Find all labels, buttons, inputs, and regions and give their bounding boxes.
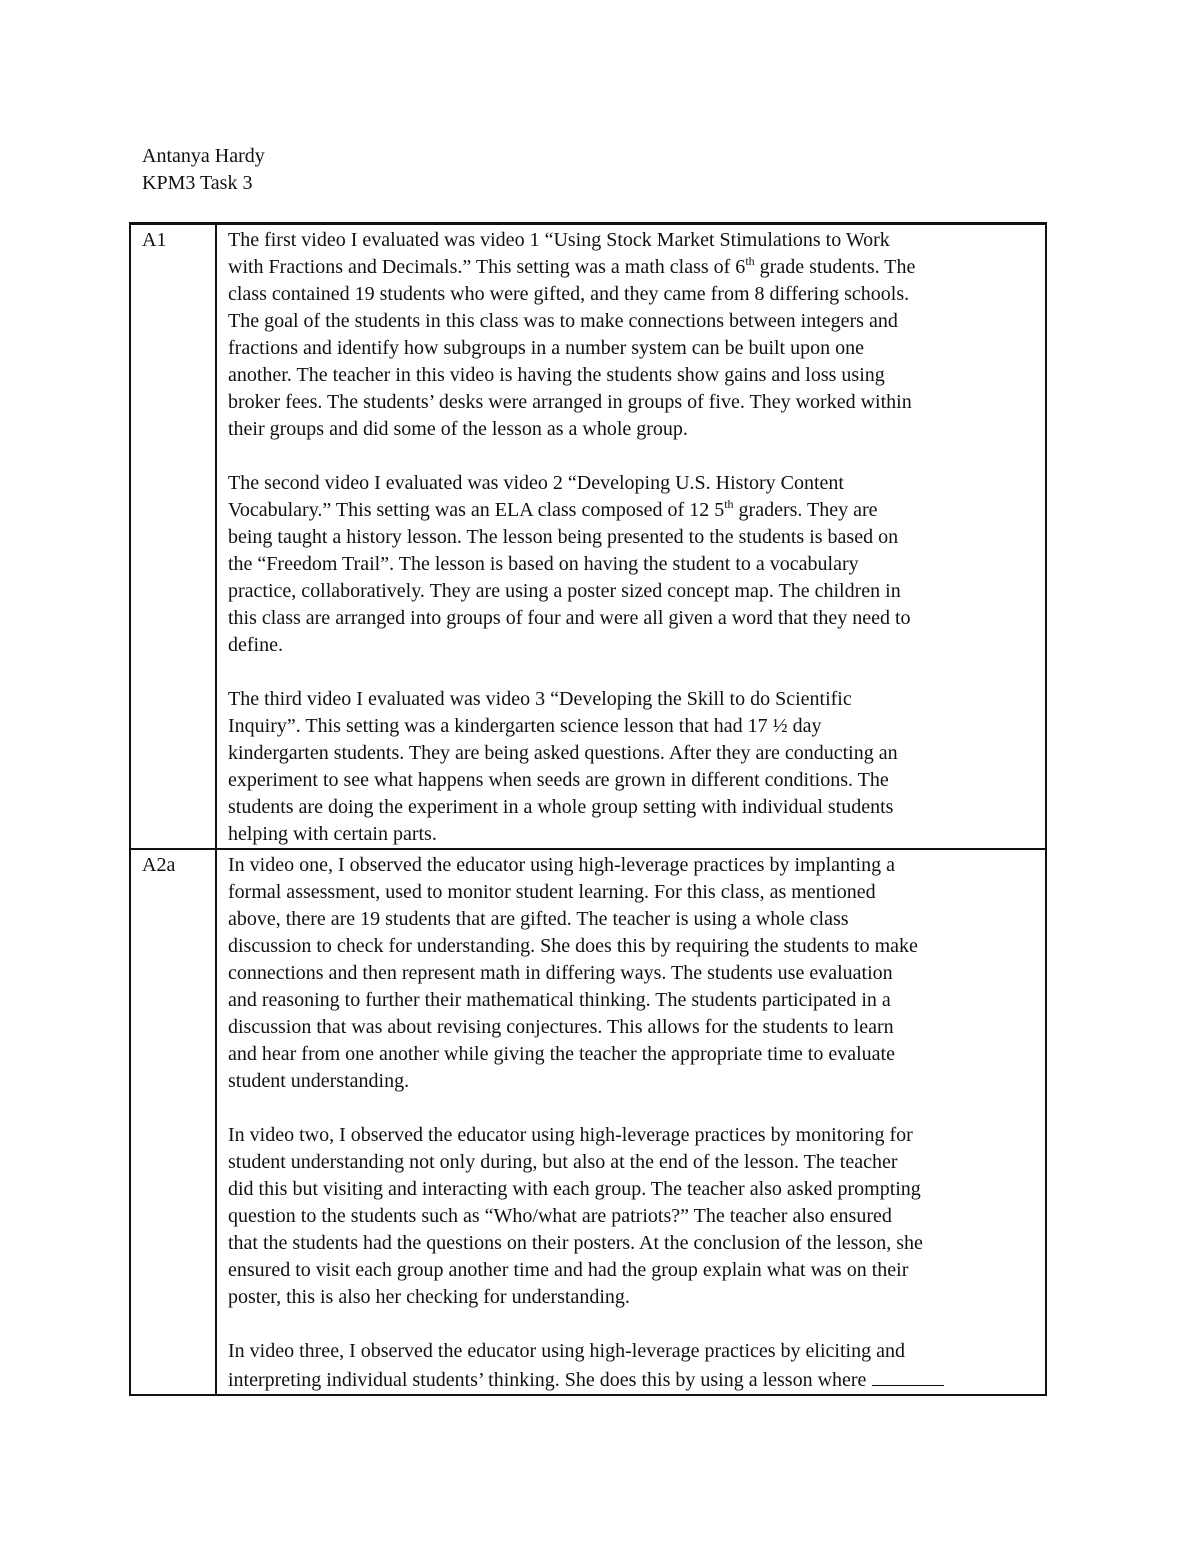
text-line: students are doing the experiment in a whole group setting with individual students [228,796,894,818]
response-table [129,222,1047,1396]
paragraph-video-one [228,852,1037,1095]
text-line: and hear from one another while giving the teacher the appropriate time to evaluate [228,1043,895,1065]
text-line: the “Freedom Trail”. The lesson is based on having the student to a vocabulary [228,553,859,575]
text-line: connections and then represent math in differing ways. The students use evaluation [228,962,893,984]
section-label-a2a: A2a [130,849,216,1395]
text-line: did this but visiting and interacting with each group. The teacher also asked prompting [228,1178,921,1200]
text-line: fractions and identify how subgroups in a number system can be built upon one [228,337,864,359]
text-line: broker fees. The students’ desks were arranged in groups of five. They worked within [228,391,912,413]
superscript: th [745,254,755,268]
text-line: The goal of the students in this class was to make connections between integers and [228,310,898,332]
text-line: experiment to see what happens when seeds are grown in different conditions. The [228,769,889,791]
text-line: The second video I evaluated was video 2 “Developing U.S. History Content [228,472,844,494]
text-line: Inquiry”. This setting was a kindergarten science lesson that had 17 ½ day [228,715,822,737]
paragraph-video-2 [228,470,1037,659]
text-line: and reasoning to further their mathematical thinking. The students participated in a [228,989,891,1011]
text-line: class contained 19 students who were gifted, and they came from 8 differing schools. [228,283,910,305]
table-row-a2a [130,849,1046,1395]
text-line: poster, this is also her checking for understanding. [228,1286,630,1308]
text-line: define. [228,634,283,656]
text-line: another. The teacher in this video is having the students show gains and loss using [228,364,885,386]
text-line: Vocabulary.” This setting was an ELA class composed of 12 5th graders. They are [228,497,878,521]
text-line: The third video I evaluated was video 3 “Developing the Skill to do Scientific [228,688,852,710]
superscript: th [724,497,734,511]
section-text-a2a [216,849,1046,1395]
text-line: above, there are 19 students that are gifted. The teacher is using a whole class [228,908,849,930]
section-label-a1: A1 [130,224,216,850]
table-row-a1 [130,224,1046,850]
section-text-a1 [216,224,1046,850]
text-line: practice, collaboratively. They are using a poster sized concept map. The children in [228,580,901,602]
text-line: being taught a history lesson. The lesson being presented to the students is based on [228,526,899,548]
text-line: kindergarten students. They are being asked questions. After they are conducting an [228,742,898,764]
text-line: In video two, I observed the educator using high-leverage practices by monitoring for [228,1124,913,1146]
author-name: Antanya Hardy [142,145,265,167]
document-header [142,143,265,197]
trailing-rule [872,1365,944,1386]
text-line: discussion to check for understanding. She does this by requiring the students to make [228,935,918,957]
text-line: helping with certain parts. [228,823,437,845]
paragraph-video-two [228,1122,1037,1311]
paragraph-video-three [228,1338,1037,1394]
text-line: that the students had the questions on their posters. At the conclusion of the lesson, she [228,1232,923,1254]
text-line: with Fractions and Decimals.” This setting was a math class of 6th grade students. The [228,254,916,278]
text-line: question to the students such as “Who/what are patriots?” The teacher also ensured [228,1205,892,1227]
text-line: student understanding. [228,1070,410,1092]
text-line: The first video I evaluated was video 1 “Using Stock Market Stimulations to Work [228,229,890,251]
paragraph-video-3 [228,686,1037,848]
course-title: KPM3 Task 3 [142,172,253,194]
paragraph-video-1 [228,227,1037,443]
text-line: student understanding not only during, but also at the end of the lesson. The teacher [228,1151,898,1173]
text-line: In video three, I observed the educator using high-leverage practices by eliciting and [228,1340,905,1362]
text-line: discussion that was about revising conjectures. This allows for the students to learn [228,1016,894,1038]
text-line: ensured to visit each group another time and had the group explain what was on their [228,1259,909,1281]
text-line: this class are arranged into groups of four and were all given a word that they need to [228,607,911,629]
text-line: interpreting individual students’ thinking. She does this by using a lesson where [228,1365,1037,1394]
text-line: their groups and did some of the lesson as a whole group. [228,418,688,440]
text-line: formal assessment, used to monitor student learning. For this class, as mentioned [228,881,876,903]
text-line: In video one, I observed the educator using high-leverage practices by implanting a [228,854,895,876]
